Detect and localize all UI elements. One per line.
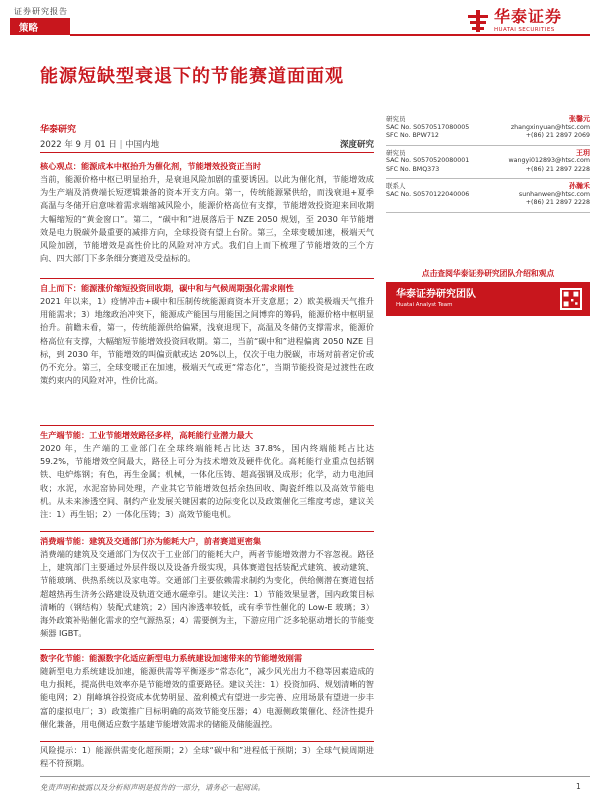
team-link[interactable]: 点击查阅华泰证券研究团队介绍和观点: [421, 269, 555, 278]
section-body: 随新型电力系统建设加速，能源供需等平衡逐步“常态化”，减少风光出力不稳等因素造成的电力损耗，提高供电效率亦是节能增效的重要路径。建议关注：1）投资加码、规划清晰的智能电网；2）削峰填谷投资成本优势明显、盈利模式有望进一步完善、应用场景有望进一步丰富的虚拟电厂；3）政策推广目标明确的高效节能变压器；4）电源侧政策催化、经济性提升催化兼备，用电侧适应数字基建节能增效需求的储能及储能温控。: [40, 666, 374, 729]
qr-code-icon: [560, 288, 582, 310]
section-digital: [40, 652, 374, 731]
analyst-sac: SAC No. S0570122040006: [386, 190, 470, 198]
footer-disclaimer: 免责声明和披露以及分析师声明是报告的一部分，请务必一起阅读。: [40, 783, 265, 792]
section-body: 当前，能源价格中枢已明显抬升，是衰退风险加剧的重要诱因。以此为催化剂，节能增效成为生产端及消费端长短逻辑兼备的资本开支方向。第一，传统能源紧供给，而浅衰退+夏季高温与冬储开启意味着需求端缩减风险小，能源价格高位有支撑，节能增效投资迎来回收期大幅缩短的“黄金窗口”。第二，“碳中和”进展落后于 NZE 2050 规划，至 2030 年节能增效是电力脱碳外最重要的减排方向，全球投资有望上台阶。第三，全球变暖加速，极端天气风险加剧，节能增效是高性价比的风险对冲方式。我们自上而下梳理了节能增效的三个方向、四大部门下多条细分赛道及受益标的。: [40, 174, 374, 264]
section-heading: 数字化节能：能源数字化适应新型电力系统建设加速带来的节能增效刚需: [40, 653, 303, 663]
analyst-card: [386, 112, 590, 146]
company-logo: [468, 8, 562, 34]
analyst-card: [386, 146, 590, 180]
section-divider: [40, 531, 374, 532]
analyst-sfc: SFC No. BMQ373: [386, 165, 440, 173]
analyst-sac: SAC No. S0570517080005: [386, 123, 470, 131]
section-consumption: [40, 535, 374, 640]
analyst-sac: SAC No. S0570520080001: [386, 157, 470, 164]
analyst-role: 研究员: [386, 115, 406, 123]
logo-mark-icon: [468, 10, 488, 32]
category-ribbon: 策略: [10, 18, 70, 35]
section-divider: [40, 278, 374, 279]
section-heading: 自上而下：能源涨价缩短投资回收期，碳中和与气候周期强化需求刚性: [40, 283, 294, 293]
section-heading: 消费端节能：建筑及交通部门亦为能耗大户，前者赛道更密集: [40, 536, 262, 546]
section-body: 消费端的建筑及交通部门为仅次于工业部门的能耗大户，两者节能增效潜力不容忽视。路径上，建筑部门主要通过外层件级以及设备升级实现，具体赛道包括装配式建筑、被动建筑、节能玻璃、供热系统以及家电等。交通部门主要依赖需求制约为变化，供给侧潜在赛道包括超越热再生济务公路建设及轨道交通水磁牵引。建议关注：1）节能效果显著，国内政策目标清晰的（钢结构）装配式建筑；2）国内渗透率较低，或有季节性催化的 Low-E 玻璃；3）海外政策补贴催化需求的空气源热泵；4）需要倒为主，下游应用广泛多轮驱动增长的节能变频器 IGBT。: [40, 549, 374, 639]
section-top-down: [40, 282, 374, 387]
report-title: 能源短缺型衰退下的节能赛道面面观: [40, 66, 344, 87]
analyst-phone: +(86) 21 2897 2069: [525, 132, 590, 139]
analyst-phone: +(86) 21 2897 2228: [525, 165, 590, 173]
page-number: 1: [576, 782, 581, 791]
report-region: 中国内地: [125, 140, 160, 150]
team-banner-title: 华泰证券研究团队: [396, 289, 476, 300]
section-divider: [40, 741, 374, 742]
report-type-label: 证券研究报告: [14, 7, 68, 16]
analyst-email[interactable]: sunhanwen@htsc.com: [518, 190, 590, 198]
section-divider: [40, 425, 374, 426]
analyst-card: [386, 179, 590, 213]
analyst-phone: +(86) 21 2897 2228: [525, 199, 590, 206]
section-body: 2020 年，生产端的工业部门在全球终端能耗占比达 37.8%，国内终端能耗占比达 59.2%，节能增效空间最大，路径上可分为技术增效及硬件优化。高耗能行业重点包括钢铁、电炉炼钢；有色，再生金属；机械，一体化压铸、超高强钢及成形；化学，动力电池回收；水泥，水泥窑协同处理，产业其它节能增效包括余热回收、陶瓷纤维以及高效节能电机。从未来渗透空间、制约产业发展关键因素的边际变化以及政策催化三维度考虑，建议关注：1）再生铝；2）一体化压铸；3）高效节能电机。: [40, 443, 374, 520]
section-production: [40, 429, 374, 521]
section-core-view: [40, 160, 374, 265]
section-divider: [40, 649, 374, 650]
section-body: 2021 年以来，1）疫情冲击+碳中和压制传统能源商资本开支意愿；2）欧美极端天气推升用能需求；3）地缘政治冲突下，能源成产能国与用能国之间博弈的筹码，能源价格中枢明显抬升。前瞻未看，第一，传统能源供给偏紧，浅衰退现下，高温及冬储仍支撑需求，能源价格高位有支撑，大幅缩短节能增效投资回收期。第二，当前“碳中和”进程偏离 2050 NZE 目标，到 2030 年，节能增效的叫偏贡献或达 20%以上，仅次于电力脱碳，市场对前者定价或仍不充分。第三，全球变暖正在加速，极端天气或更“常态化”，当期节能投资是过渡性在政策约束内的风险对冲，性价比高。: [40, 296, 374, 386]
analyst-panel: [386, 112, 590, 213]
report-date: 2022 年 9 月 01 日: [40, 140, 117, 150]
report-type: 深度研究: [339, 140, 374, 150]
team-banner[interactable]: [386, 282, 590, 316]
analyst-email[interactable]: zhangxinyuan@htsc.com: [510, 123, 590, 131]
analyst-name: 王玥: [576, 148, 590, 157]
org-name: 华泰研究: [40, 125, 77, 135]
logo-text-en: HUATAI SECURITIES: [494, 27, 555, 33]
logo-text-cn: 华泰证券: [494, 7, 563, 26]
report-meta: 2022 年 9 月 01 日 | 中国内地 深度研究: [40, 140, 374, 150]
analyst-role: 联系人: [386, 182, 406, 190]
analyst-name: 张馨元: [569, 115, 590, 123]
analyst-email[interactable]: wangyi012893@htsc.com: [508, 157, 590, 164]
meta-rule: [40, 152, 374, 153]
analyst-role: 研究员: [386, 148, 406, 157]
risk-warning: 风险提示：1）能源供需变化超预期；2）全球“碳中和”进程低于预期；3）全球气候周期进程不符预期。: [40, 745, 374, 769]
section-heading: 生产端节能：工业节能增效路径多样，高耗能行业潜力最大: [40, 430, 253, 440]
team-banner-subtitle: Huatai Analyst Team: [396, 302, 453, 308]
section-risk: [40, 744, 374, 770]
footer-rule: [40, 776, 590, 777]
section-heading: 核心观点：能源成本中枢抬升为催化剂，节能增效投资正当时: [40, 161, 262, 171]
header-rule: [70, 34, 590, 36]
analyst-sfc: SFC No. BPW712: [386, 132, 439, 139]
analyst-name: 孙瀚禾: [569, 182, 590, 190]
